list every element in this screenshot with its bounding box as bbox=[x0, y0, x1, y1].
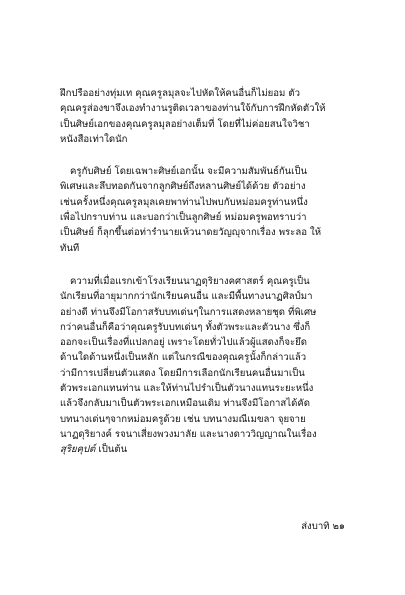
text-line: นักเรียนที่อายุมากกว่านักเรียนคนอื่น และมีพื้นทางนาฏศิลป์มา bbox=[60, 291, 313, 303]
italic-title: สุริยคุปต์ bbox=[60, 444, 96, 456]
text-line: อย่างดี ท่านจึงมีโอกาสรับบทเด่นๆในการแสดงหลายชุด ที่พิเศษ bbox=[60, 306, 317, 318]
text-line: ครูกับศิษย์ โดยเฉพาะศิษย์เอกนั้น จะมีความสัมพันธ์กันเป็น bbox=[70, 166, 308, 178]
text-line: คุณครูส่องขาจึงเองทำงานรูติดเวลาของท่านใจ้กับการฝึกหัดตัวให้ bbox=[60, 103, 326, 115]
text-line: พิเศษและลึบทอดกันจากลูกศิษย์ถึงหลานศิษย์ได้ด้วย ตัวอย่าง bbox=[60, 181, 306, 193]
text-line: นาฏดุริยางค์ รจนาเสี่ยงพวงมาลัย และนางดาววิญญาณในเรื่อง bbox=[60, 428, 317, 440]
text-line: ทันที bbox=[60, 242, 80, 254]
paragraph-2 bbox=[60, 164, 366, 256]
paragraph-spacer bbox=[60, 147, 366, 164]
text-line: ฝึกปรืออย่างทุ่มเท คุณครูลมุลจะไปหัดให้คนอื่นก็ไม่ยอม ตัว bbox=[60, 88, 301, 99]
text-line-last bbox=[60, 442, 366, 457]
text-line: ความที่เมื่อแรกเข้าโรงเรียนนาฏดุริยางคศาสตร์ คุณครูเป็น bbox=[70, 275, 310, 287]
text-line: ว่ามีการเปลี่ยนตัวแสดง โดยมีการเลือกนักเรียนคนอื่นมาเป็น bbox=[60, 367, 305, 379]
document-body bbox=[60, 86, 366, 458]
page-number: ส่งบาทิ ๒๑ bbox=[301, 521, 345, 532]
text-line: หนังสือเท่าใดนัก bbox=[60, 133, 128, 145]
text-line: ด้านใดด้านหนึ่งเป็นหลัก แต่ในกรณีของคุณครูนั้งก็กล่าวแล้ว bbox=[60, 352, 307, 364]
text-line: แล้วจึงกลับมาเป็นตัวพระเอกเหมือนเดิม ท่านจึงมีโอกาสได้คัด bbox=[60, 398, 310, 410]
paragraph-3 bbox=[60, 274, 366, 458]
text-line: กว่าคนอื่นก็คือว่าคุณครูรับบทเด่นๆ ทั้งตัวพระและตัวนาง ซึ่งก็ bbox=[60, 321, 311, 333]
text-line: เช่นครั้งหนึ่งคุณครูลมุลเคยพาท่านไปพบกับหม่อมครูท่านหนึ่ง bbox=[60, 196, 308, 208]
line-tail: เป็นต้น bbox=[95, 444, 128, 456]
text-line: เพื่อไปกราบท่าน และบอกว่าเป็นลูกศิษย์ หม่อมครูพอทราบว่า bbox=[60, 212, 307, 224]
text-line: เป็นศิษย์เอกของคุณครูลมุลอย่างเต็มที่ โดยที่ไม่ค่อยสนใจวิชา bbox=[60, 118, 310, 130]
paragraph-1 bbox=[60, 86, 366, 147]
text-line: เป็นศิษย์ ก็ลุกขึ้นต่อท่ารำนายเห้วนาดยวัญญุจากเรื่อง พระลอ ให้ bbox=[60, 227, 322, 239]
text-line: บทนางเด่นๆจากหม่อมครูด้วย เช่น บทนางมณีเมขลา จุยจาย bbox=[60, 413, 306, 425]
text-line: ออกจะเป็นเรื่องที่แปลกอยู่ เพราะโดยทั่วไปแล้วผู้แสดงก็จะยึด bbox=[60, 337, 308, 349]
paragraph-spacer bbox=[60, 256, 366, 274]
text-line: ตัวพระเอกแทนท่าน และให้ท่านไปรำเป็นตัวนางแทนระยะหนึ่ง bbox=[60, 383, 314, 395]
